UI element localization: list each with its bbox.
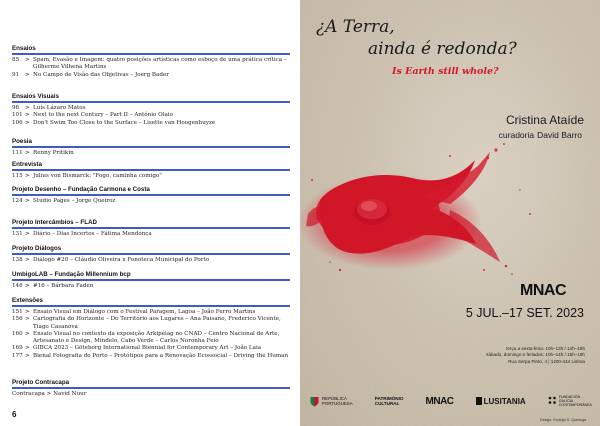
toc-entry-title: Ensaio Visual em Diálogo com o Festival Paragem, Lagoa – João Ferro Martins: [33, 309, 256, 315]
toc-section: [12, 137, 290, 157]
galicia-line-3: CONTEMPORÁNEA: [558, 403, 592, 408]
opening-hours: [486, 346, 585, 365]
toc-section-header: [12, 218, 290, 229]
toc-entry-title: #16 – Bárbara Faden: [33, 283, 94, 289]
patrimonio-cultural-logo: [375, 396, 404, 406]
toc-page-number: 124: [12, 198, 23, 204]
section-divider: [12, 227, 290, 229]
toc-entry-title: Renny Pritikin: [33, 150, 74, 156]
toc-section-title: Projeto Diálogos: [12, 245, 62, 252]
section-divider: [12, 194, 290, 196]
galicia-dots-icon: [548, 396, 557, 405]
galicia-line-2: GALICIA: [558, 398, 573, 403]
arrow-icon: >: [25, 345, 30, 352]
toc-entry[interactable]: [12, 345, 290, 352]
toc-section-header: [12, 92, 290, 103]
toc-entry[interactable]: [12, 173, 290, 180]
toc-section-title: Poesia: [12, 138, 32, 145]
toc-page-number: 156: [12, 316, 23, 323]
curator-name: David Barro: [537, 130, 582, 140]
toc-section-header: [12, 137, 290, 148]
section-divider: [12, 146, 290, 148]
section-divider: [12, 101, 290, 103]
sponsor-logos: [310, 392, 592, 410]
section-divider: [12, 279, 290, 281]
toc-entry[interactable]: [12, 353, 290, 360]
toc-section-title: Projeto Intercâmbios – FLAD: [12, 219, 97, 226]
toc-entry[interactable]: [12, 257, 290, 264]
toc-entry-title: Don't Swim Too Close to the Surface – Lisette van Hoogenhuyze: [33, 119, 216, 126]
arrow-icon: >: [25, 257, 30, 263]
toc-section-header: [12, 185, 290, 196]
toc-entry-title: Diário – Dias Incertos – Fátima Mendonça: [33, 231, 152, 237]
section-divider: [12, 53, 290, 55]
toc-page-number: 91: [12, 71, 20, 78]
toc-entry-title: Spam, Evasão e Imagem: quatro posições artísticas como esboço de uma prática crítica –: [33, 57, 287, 63]
hours-weekend: sábado, domingo e feriados: 10h–14h / 15h–18h: [486, 352, 585, 358]
toc-section-title: Projeto Desenho – Fundação Carmona e Costa: [12, 186, 150, 193]
toc-section-title: UmbigoLAB – Fundação Millennium bcp: [12, 271, 131, 278]
arrow-icon: >: [25, 231, 30, 237]
toc-section-header: [12, 160, 290, 171]
toc-page-number: 131: [12, 231, 23, 237]
republica-line-1: REPÚBLICA: [322, 396, 347, 401]
toc-entry-title: Cartografia do Horizonte – Do Território aos Lugares – Ana Paisano, Frederico Vicente,: [33, 316, 281, 323]
arrow-icon: >: [25, 198, 30, 204]
toc-section: [12, 44, 290, 79]
curator-label: curadoria: [498, 130, 535, 140]
toc-entry[interactable]: [12, 112, 290, 119]
subheadline: Is Earth still whole?: [392, 66, 499, 77]
toc-section: [12, 244, 290, 264]
toc-entry[interactable]: [12, 391, 290, 398]
toc-section-header: [12, 378, 290, 389]
toc-entry[interactable]: [12, 72, 290, 79]
toc-entry-title-continued: Artesanato e Design, Mindelo, Cabo Verde – Carlos Noronha Feio: [33, 338, 219, 345]
toc-entry[interactable]: [12, 120, 290, 127]
toc-page-number: 160: [12, 330, 23, 337]
toc-section-title: Extensões: [12, 297, 43, 304]
toc-page-number: 169: [12, 345, 23, 352]
toc-entry-title: Studio Pages – Jorge Queiroz: [33, 198, 116, 204]
toc-entry-title: Julius von Bismarck: "Fogo, caminha comigo": [33, 173, 162, 179]
toc-section-title: Ensaios: [12, 45, 36, 52]
toc-page-number: 96: [12, 105, 20, 111]
arrow-icon: >: [25, 57, 30, 63]
toc-page-number: 85: [12, 57, 20, 63]
toc-entry-title: Luís Lázaro Matos: [33, 105, 86, 111]
mnac-small-logo: MNAC: [425, 395, 454, 407]
arrow-icon: >: [25, 309, 30, 315]
toc-page-number: 101: [12, 112, 23, 119]
arrow-icon: >: [25, 173, 30, 179]
toc-entry[interactable]: [12, 198, 290, 205]
fundacion-galicia-logo: [548, 395, 592, 408]
toc-page-number: 151: [12, 309, 23, 315]
toc-section: [12, 92, 290, 127]
toc-entry-title: GIBCA 2023 – Göteborg International Biennial for Contemporary Art – João Laia: [33, 345, 262, 352]
toc-section: [12, 296, 290, 360]
arrow-icon: >: [25, 150, 30, 156]
toc-section: [12, 378, 290, 398]
toc-entry[interactable]: [12, 331, 290, 346]
toc-page-number: 146: [12, 283, 23, 289]
page-number: 6: [12, 410, 17, 419]
venue-logo: MNAC: [520, 282, 566, 299]
toc-entry[interactable]: [12, 316, 290, 331]
headline-line-2: ainda é redonda?: [368, 39, 517, 59]
hours-weekday: terça a sexta-feira: 10h–13h / 14h–18h: [506, 346, 585, 351]
arrow-icon: >: [25, 71, 30, 78]
toc-page-number: 138: [12, 257, 23, 263]
toc-section: [12, 218, 290, 238]
toc-entry[interactable]: [12, 57, 290, 72]
section-divider: [12, 253, 290, 255]
republica-portuguesa-logo: [310, 396, 353, 407]
toc-section-header: [12, 270, 290, 281]
toc-entry-title: Next to the next Century – Part II – António Olaio: [33, 112, 174, 119]
exhibition-dates: 5 JUL.–17 SET. 2023: [465, 306, 584, 320]
artist-name: Cristina Ataíde: [505, 113, 584, 127]
toc-section-header: [12, 244, 290, 255]
arrow-icon: >: [25, 316, 30, 323]
toc-section: [12, 270, 290, 290]
section-divider: [12, 387, 290, 389]
toc-page-number: 111: [12, 150, 23, 156]
galicia-line-1: FUNDACIÓN: [558, 394, 581, 399]
exhibition-ad-page: [300, 0, 600, 426]
toc-entry[interactable]: [12, 231, 290, 238]
arrow-icon: >: [25, 105, 30, 111]
toc-section-title: Projeto Contracapa: [12, 379, 70, 386]
toc-entry[interactable]: [12, 283, 290, 290]
arrow-icon: >: [25, 330, 30, 337]
patrimonio-line-1: PATRIMÓNIO: [374, 396, 404, 401]
toc-section-header: [12, 296, 290, 307]
lusitania-logo: [476, 397, 526, 406]
arrow-icon: >: [25, 112, 30, 119]
toc-section: [12, 185, 290, 205]
toc-entry-title: Diálogo #20 – Cláudio Oliveira x Fonoteca Municipal do Porto: [33, 257, 210, 263]
coat-of-arms-icon: [310, 396, 319, 407]
toc-page-number: 106: [12, 119, 23, 126]
address: Rua Serpa Pinto, 4 | 1200-444 Lisboa: [508, 358, 585, 364]
headline-line-1: ¿A Terra,: [316, 17, 395, 37]
toc-page-number: 115: [12, 173, 23, 179]
arrow-icon: >: [25, 119, 30, 126]
section-divider: [12, 305, 290, 307]
toc-entry-title: Bienal Fotografia do Porto – Protótipos para a Renovação Ecossocial – Driving the Human: [33, 352, 289, 359]
toc-entry-title: Contracapa > Navid Nuur: [12, 391, 87, 397]
toc-entry[interactable]: [12, 150, 290, 157]
arrow-icon: >: [25, 352, 30, 359]
toc-entry-title: Ensaio Visual no contexto da exposição Arkipélag no CNAD – Centro Nacional de Arte,: [33, 330, 280, 337]
section-divider: [12, 169, 290, 171]
toc-entry-title: No Campo de Visão das Objetivas – Joerg Bader: [33, 71, 169, 78]
curator-credit: [499, 130, 582, 140]
republica-line-2: PORTUGUESA: [322, 401, 353, 406]
toc-section: [12, 160, 290, 180]
lusitania-mark-icon: [476, 397, 482, 405]
lusitania-text: LUSITANIA: [483, 396, 526, 406]
toc-page-number: 177: [12, 352, 23, 359]
toc-section-title: Ensaios Visuais: [12, 93, 60, 100]
toc-section-title: Entrevista: [12, 161, 42, 168]
design-credit: Design: Rodrigo S. Queiroga: [540, 418, 586, 422]
patrimonio-line-2: CULTURAL: [374, 401, 400, 406]
toc-entry-title-continued: Gilherme Vilhena Martins: [33, 64, 107, 71]
arrow-icon: >: [25, 283, 30, 289]
toc-section-header: [12, 44, 290, 55]
toc-entry-title-continued: Tiago Casanova: [33, 323, 78, 330]
